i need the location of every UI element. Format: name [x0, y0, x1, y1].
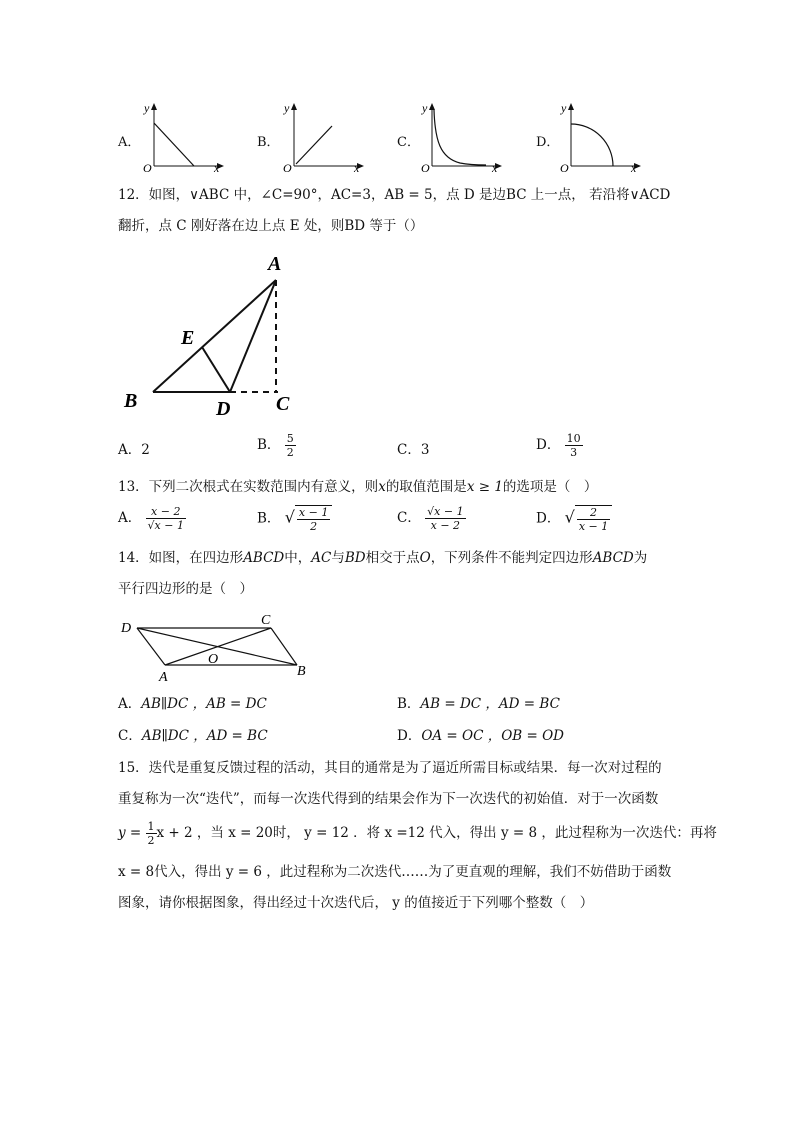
q15-line3-den: 2 [147, 834, 155, 847]
q14-option-a [118, 694, 267, 714]
q14-stem-line2: 平行四边形的是（ ） [118, 581, 253, 597]
q11-option-a-graph [138, 100, 228, 175]
q13-option-d-num: 2 [577, 506, 610, 520]
q14-option-b-label: B． [397, 696, 421, 712]
q13-option-a-den: √x − 1 [147, 519, 184, 532]
q13-option-a-num: x − 2 [146, 505, 186, 519]
q14-option-a-text: AB∥DC ，AB = DC [141, 696, 267, 712]
q11-option-d-label: D． [536, 135, 560, 150]
q14-option-c [118, 726, 268, 746]
q14-label-a: A [159, 670, 168, 685]
q13-option-a-label: A． [118, 510, 142, 526]
q12-option-b-num: 5 [286, 432, 294, 445]
q13-option-c-fraction [425, 505, 465, 532]
q13-var: x [378, 479, 386, 495]
q14-post: ，下列条件不能判定四边形 [430, 550, 593, 566]
q13-option-d [536, 505, 612, 533]
q14-pre: 14．如图，在四边形 [118, 550, 244, 566]
q12-option-d-fraction [565, 432, 583, 459]
q14-stem-line1 [118, 548, 647, 568]
q11-c-origin: O [421, 161, 430, 175]
q12-option-a-label: A． [118, 442, 142, 458]
q14-quad: ABCD [243, 550, 285, 566]
q14-ac: AC [311, 550, 332, 566]
q11-b-axis-y: y [284, 101, 290, 115]
q11-d-origin: O [560, 161, 569, 175]
q13-stem-mid: 的取值范围是 [385, 479, 467, 495]
q11-c-axis-y: y [422, 101, 428, 115]
q11-a-axis-y: y [144, 101, 150, 115]
q12-option-d [536, 432, 583, 459]
q13-option-c-num: √x − 1 [427, 505, 464, 518]
q12-label-b: B [124, 390, 138, 412]
q11-option-b-label: B． [257, 135, 280, 150]
q13-option-b-fraction [295, 505, 332, 533]
q11-option-c-graph [416, 100, 506, 175]
q12-option-c [397, 440, 429, 460]
q14-mid: 中， [284, 550, 312, 566]
q11-option-d-graph [555, 100, 645, 175]
q14-option-b [397, 694, 560, 714]
q11-a-origin: O [143, 161, 152, 175]
q14-o: O [419, 550, 431, 566]
q14-parallelogram-figure [115, 608, 315, 688]
q14-label-o: O [208, 652, 219, 667]
q15-line3-fraction [146, 820, 157, 847]
q12-label-d: D [216, 398, 231, 420]
q12-stem-line2: 翻折，点 C 刚好落在边上点 E 处，则BD 等于（） [118, 218, 424, 234]
q14-option-d [397, 726, 564, 746]
q13-stem [118, 477, 597, 497]
q13-option-c-label: C． [397, 510, 421, 526]
q13-option-b-radical-icon: √ [284, 507, 295, 527]
q11-b-origin: O [283, 161, 292, 175]
q14-option-d-label: D． [397, 728, 422, 744]
q15-line4: x = 8代入，得出 y = 6 ，此过程称为二次迭代……为了更直观的理解，我们不妨借助于函数 [118, 864, 672, 880]
q11-option-b-graph [278, 100, 368, 175]
q12-option-b-label: B． [257, 437, 281, 453]
q14-option-c-label: C． [118, 728, 142, 744]
q14-option-a-label: A． [118, 696, 142, 712]
q13-condition: x ≥ 1 [466, 479, 503, 495]
q14-label-b: B [297, 664, 306, 679]
q12-triangle-figure [118, 250, 308, 425]
q15-line2: 重复称为一次“迭代”，而每一次迭代得到的结果会作为下一次迭代的初始值．对于一次函数 [118, 791, 659, 807]
q13-option-c [397, 505, 466, 532]
q12-label-c: C [276, 393, 290, 415]
q12-option-b [257, 432, 296, 459]
q11-d-axis-y: y [561, 101, 567, 115]
q11-d-axis-x: x [631, 161, 637, 175]
q14-end: 为 [633, 550, 648, 566]
q13-option-b-num: x − 1 [298, 506, 329, 519]
q14-bd: BD [344, 550, 366, 566]
q13-option-a [118, 505, 186, 532]
q13-option-d-den: x − 1 [578, 520, 609, 533]
q12-option-a [118, 440, 150, 460]
q14-mid2: 相交于点 [365, 550, 420, 566]
q11-option-c-label: C． [397, 135, 420, 150]
q13-stem-post: 的选项是（ ） [502, 479, 598, 495]
q15-line5: 图象，请你根据图象，得出经过十次迭代后， y 的值接近于下列哪个整数（ ） [118, 895, 594, 911]
q12-option-b-den: 2 [286, 446, 294, 459]
q15-line3-rest: x + 2 ，当 x = 20时， y = 12 ．将 x =12 代入，得出 y = 8 ，此过程称为一次迭代：再将 [156, 825, 717, 841]
q12-option-c-value: 3 [420, 442, 430, 458]
q14-option-b-text: AB = DC ，AD = BC [420, 696, 560, 712]
q12-stem-line1: 12．如图，∨ABC 中，∠C=90°，AC=3，AB = 5，点 D 是边BC 上一点， 若沿将∨ACD [118, 187, 671, 203]
q14-with: 与 [331, 550, 345, 566]
q12-option-d-num: 10 [566, 432, 581, 445]
q12-label-a: A [268, 253, 282, 275]
q15-line3 [118, 820, 717, 847]
q11-option-a-label: A． [118, 135, 141, 150]
q12-option-b-fraction [285, 432, 296, 459]
q12-option-c-label: C． [397, 442, 421, 458]
q12-option-d-label: D． [536, 437, 561, 453]
q13-option-d-fraction [575, 505, 612, 533]
q14-label-c: C [261, 613, 271, 628]
q13-option-d-label: D． [536, 510, 561, 527]
q15-line1: 15．迭代是重复反馈过程的活动，其目的通常是为了逼近所需目标或结果．每一次对过程的 [118, 760, 662, 776]
q11-b-axis-x: x [354, 161, 360, 175]
q11-a-axis-x: x [214, 161, 220, 175]
q11-c-axis-x: x [492, 161, 498, 175]
q13-stem-pre: 13．下列二次根式在实数范围内有意义，则 [118, 479, 379, 495]
q15-line3-y: y = [118, 825, 142, 841]
q13-option-b-den: 2 [310, 520, 318, 533]
q15-line3-num: 1 [147, 820, 155, 833]
q12-label-e: E [181, 327, 195, 349]
q14-option-d-text: OA = OC ，OB = OD [421, 728, 565, 744]
q12-option-a-value: 2 [141, 442, 150, 458]
q13-option-c-den: x − 2 [430, 519, 461, 532]
q13-option-d-radical-icon: √ [564, 507, 575, 527]
q13-option-b [257, 505, 332, 533]
q14-quad-2: ABCD [592, 550, 634, 566]
q14-option-c-text: AB∥DC ，AD = BC [141, 728, 268, 744]
q13-option-b-label: B． [257, 510, 281, 527]
q14-label-d: D [121, 621, 132, 636]
q12-option-d-den: 3 [570, 446, 578, 459]
q13-option-a-fraction [146, 505, 186, 532]
